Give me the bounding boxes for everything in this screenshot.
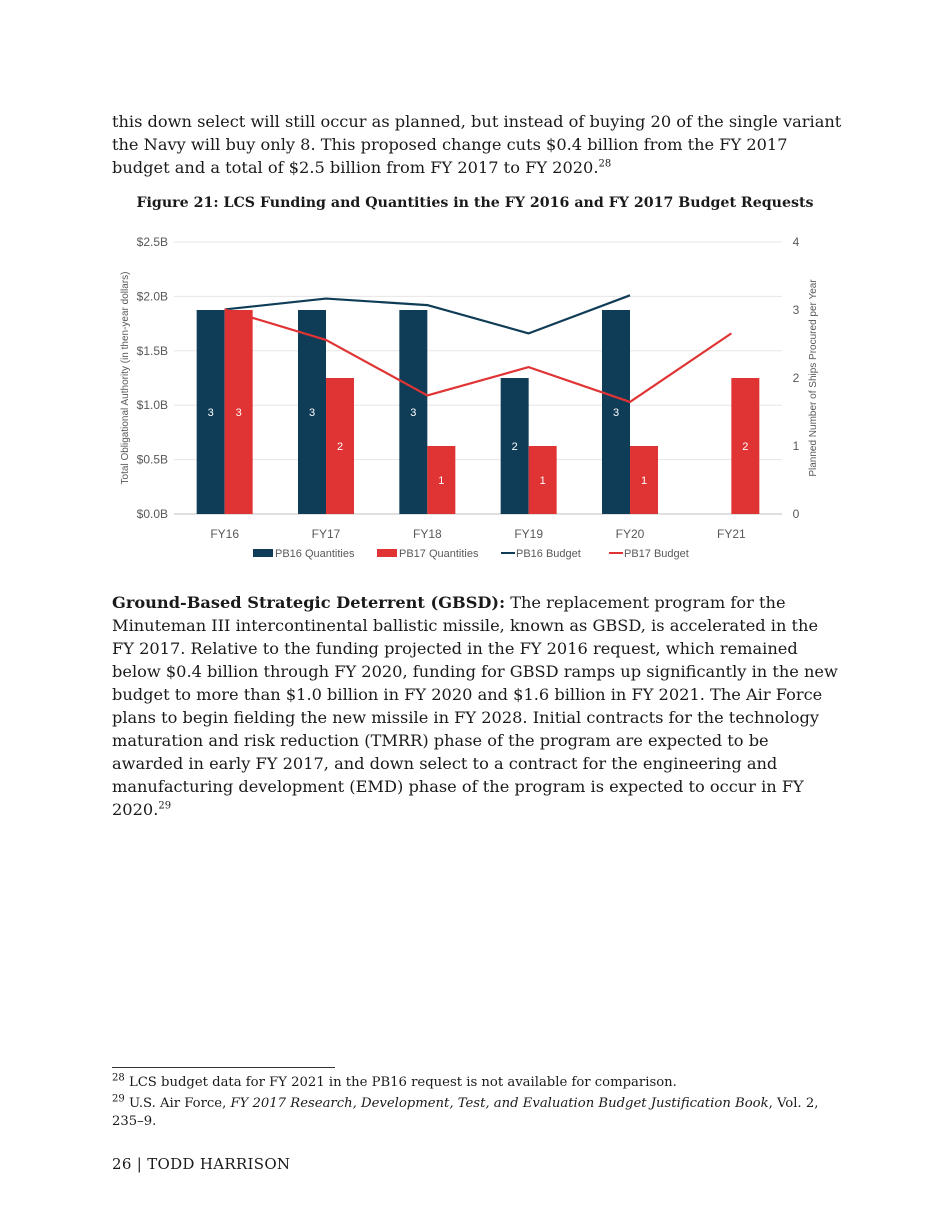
y-axis-title: Total Obligational Authority (in then-year dollars) <box>120 271 131 485</box>
y-tick-label: $2.0B <box>136 289 168 304</box>
gbsd-paragraph <box>112 591 842 821</box>
footnote-text: LCS budget data for FY 2021 in the PB16 request is not available for comparison. <box>128 1075 677 1090</box>
y2-tick-label: 0 <box>792 507 800 521</box>
footnote-source-title: FY 2017 Research, Development, Test, and Evaluation Budget Justification Book <box>230 1096 769 1111</box>
footnote-29 <box>112 1095 852 1131</box>
bar-data-label: 2 <box>742 441 749 453</box>
bar-data-label: 3 <box>207 407 214 419</box>
y2-tick-label: 3 <box>792 303 800 317</box>
footnote-number: 28 <box>112 1072 125 1084</box>
bar-data-label: 1 <box>539 475 546 487</box>
y2-axis-title: Planned Number of Ships Procured per Year <box>808 279 819 477</box>
y-tick-label: $0.5B <box>136 452 168 467</box>
footnote-ref-28[interactable]: 28 <box>598 158 612 170</box>
y2-tick-label: 4 <box>792 235 800 249</box>
bar-data-label: 2 <box>336 441 344 453</box>
legend-swatch <box>253 549 273 557</box>
page-number: 26 <box>112 1155 132 1173</box>
y-tick-label: $0.0B <box>136 507 168 521</box>
legend-label: PB17 Quantities <box>399 548 479 560</box>
figure-title: Figure 21: LCS Funding and Quantities in the FY 2016 and FY 2017 Budget Requests <box>136 195 814 211</box>
footnote-divider <box>112 1067 335 1068</box>
y-tick-label: $1.0B <box>136 398 168 413</box>
page-footer <box>112 1155 290 1173</box>
bar-data-label: 3 <box>410 407 417 419</box>
bar-data-label: 3 <box>308 407 316 419</box>
footnote-text-post: , Vol. 2, 235–9. <box>112 1096 819 1129</box>
bar-data-label: 2 <box>511 441 518 453</box>
bar-data-label: 1 <box>438 475 445 487</box>
x-tick-label: FY19 <box>514 527 544 541</box>
footnote-ref-29[interactable]: 29 <box>158 800 172 812</box>
y2-tick-label: 1 <box>792 439 800 453</box>
legend-swatch <box>377 549 397 557</box>
footer-author: TODD HARRISON <box>147 1155 291 1173</box>
bar-data-label: 3 <box>235 407 242 419</box>
gbsd-text: The replacement program for the Minuteman III intercontinental ballistic missile, known as GBSD, is accelerated in the FY 2017. Relative to the funding projected in the FY 2016 request, which remained below $0.4 billion through FY 2020, funding for GBSD ramps up significantly in the new budget to more than $1.0 billion in FY 2020 and $1.6 billion in FY 2021. The Air Force plans to begin fielding the new missile in FY 2028. Initial contracts for the technology maturation and risk reduction (TMRR) phase of the program are expected to be awarded in early FY 2017, and down select to a contract for the engineering and manufacturing development (EMD) phase of the program is expected to occur in FY 2020. <box>112 593 838 819</box>
x-tick-label: FY18 <box>412 527 442 541</box>
footnote-28 <box>112 1074 852 1092</box>
y-tick-label: $1.5B <box>136 343 168 358</box>
legend-label: PB16 Quantities <box>275 548 355 560</box>
bar-data-label: 1 <box>640 475 648 487</box>
x-tick-label: FY17 <box>311 527 341 541</box>
gbsd-heading: Ground-Based Strategic Deterrent (GBSD): <box>112 593 506 612</box>
intro-text: this down select will still occur as planned, but instead of buying 20 of the single variant the Navy will buy only 8. This proposed change cuts $0.4 billion from the FY 2017 budget and a total of $2.5 billion from FY 2017 to FY 2020. <box>112 112 842 177</box>
legend-label: PB17 Budget <box>624 548 689 560</box>
footnote-text-pre: U.S. Air Force, <box>128 1096 231 1111</box>
footer-separator: | <box>136 1155 143 1173</box>
footnote-number: 29 <box>112 1093 125 1105</box>
intro-paragraph <box>112 110 842 179</box>
y-tick-label: $2.5B <box>136 235 168 249</box>
lcs-funding-chart <box>112 228 832 570</box>
bar-data-label: 3 <box>612 407 620 419</box>
legend-label: PB16 Budget <box>516 548 581 560</box>
x-tick-label: FY16 <box>210 527 240 541</box>
x-tick-label: FY20 <box>615 527 645 541</box>
x-tick-label: FY21 <box>716 527 746 541</box>
y2-tick-label: 2 <box>792 371 800 385</box>
